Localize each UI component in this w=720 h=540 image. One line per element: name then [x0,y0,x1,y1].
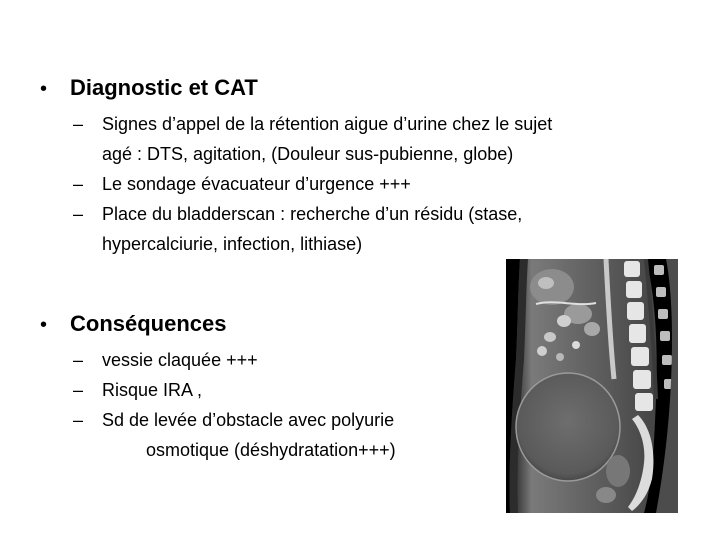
sub-bullet-list [40,345,480,435]
ct-scan-drawing [506,259,678,513]
list-item-text: vessie claquée +++ [102,350,258,370]
dash-icon: – [73,174,84,194]
dash-icon: – [73,410,84,430]
list-item [73,375,480,405]
list-item [73,109,680,169]
sub-bullet-list [40,109,680,259]
bullet-icon: • [40,78,48,100]
list-item-text: Signes d’appel de la rétention aigue d’urine chez le sujet agé : DTS, agitation, (Douleur sus-pubienne, globe) [102,114,553,164]
dash-icon: – [73,350,84,370]
list-item [73,345,480,375]
list-item [73,169,680,199]
list-item-text: Sd de levée d’obstacle avec polyurie [102,410,395,430]
list-item [73,199,680,259]
section-title: Conséquences [70,311,227,336]
dash-icon: – [73,380,84,400]
list-item-text: Le sondage évacuateur d’urgence +++ [102,174,411,194]
list-item-continuation: osmotique (déshydratation+++) [146,440,396,460]
section-title-row [40,74,680,103]
section-title-row [40,310,480,339]
list-item [73,405,480,435]
section-diagnostic [40,74,680,259]
list-item-text: Place du bladderscan : recherche d’un résidu (stase, hypercalciurie, infection, lithiase) [102,204,523,254]
list-item-text: Risque IRA , [102,380,203,400]
section-title: Diagnostic et CAT [70,75,258,100]
ct-scan-sagittal-image [506,259,678,513]
section-consequences [40,310,480,465]
dash-icon: – [73,204,84,224]
dash-icon: – [73,114,84,134]
bullet-icon: • [40,314,48,336]
